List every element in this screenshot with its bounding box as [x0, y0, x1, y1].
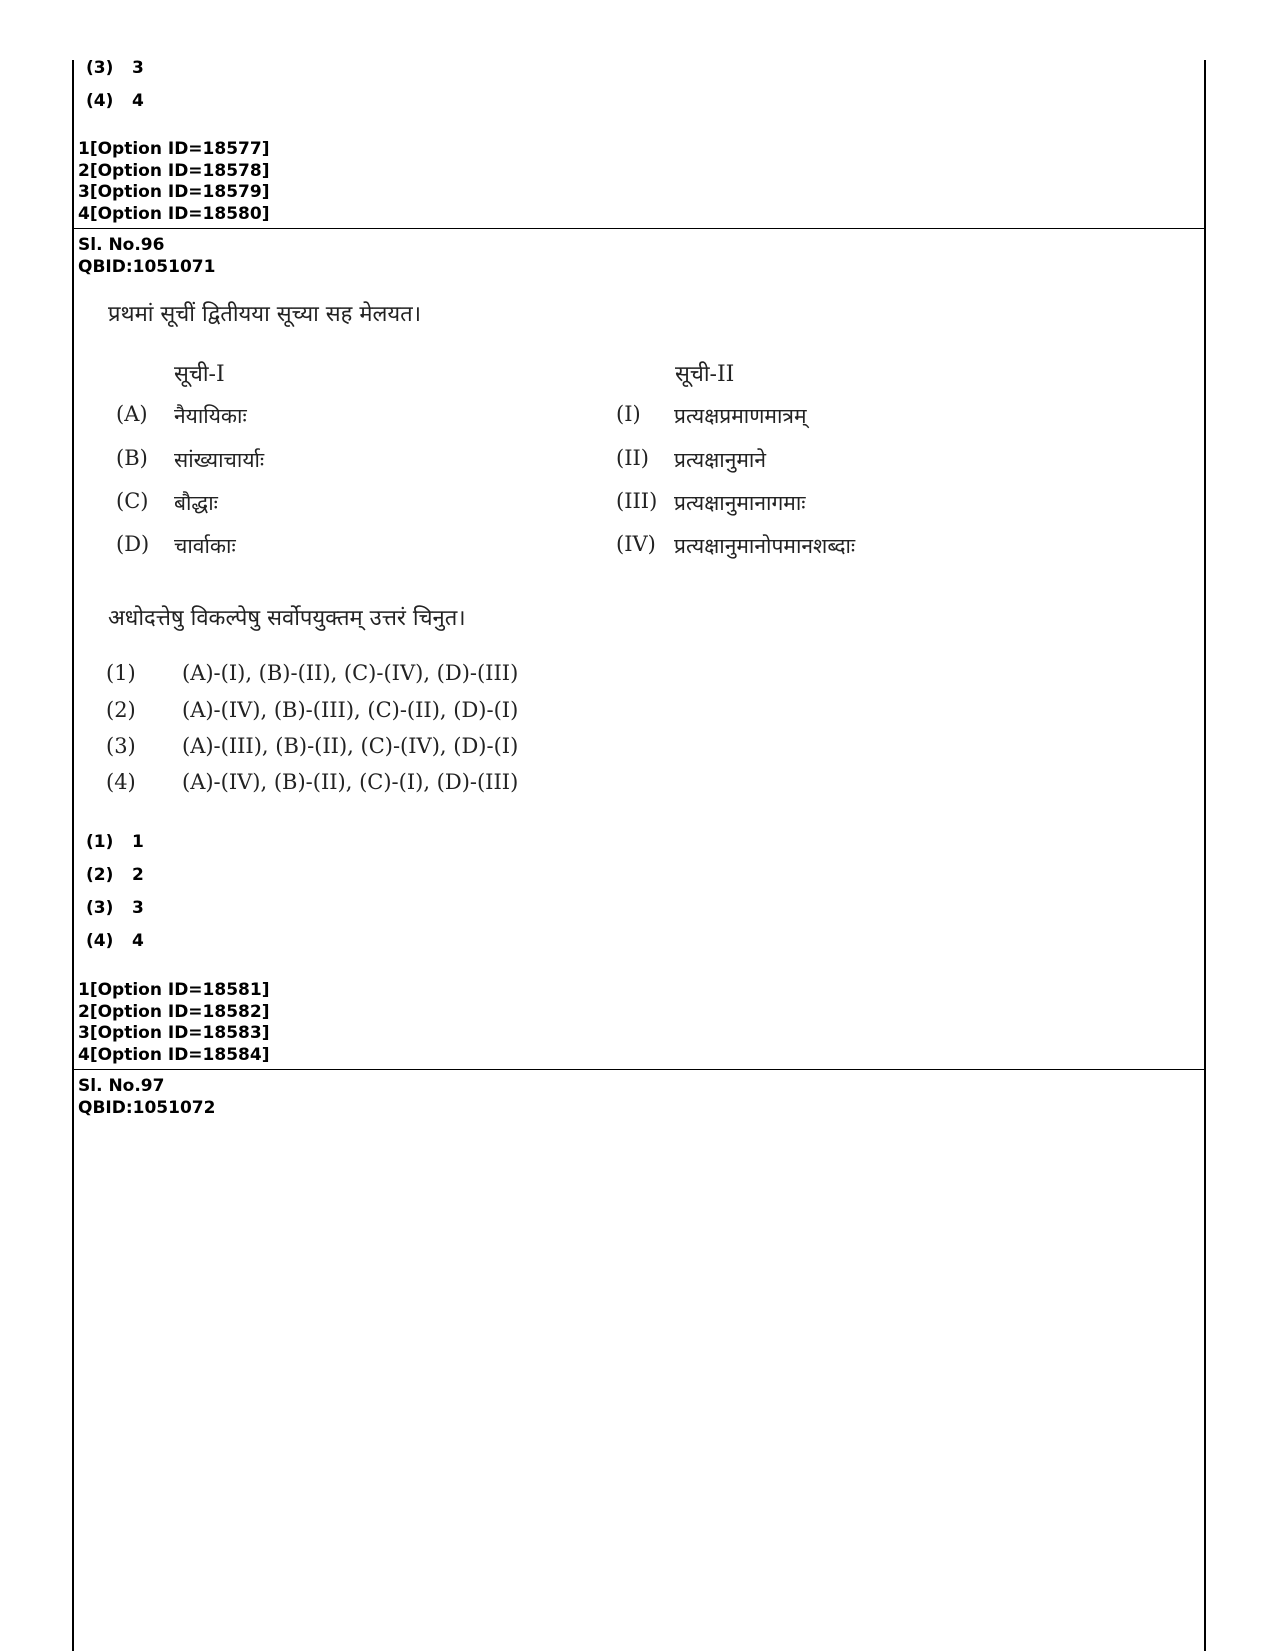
section-divider	[72, 228, 1206, 229]
option-id: 2[Option ID=18578]	[78, 160, 270, 181]
option-row: (4) 4	[86, 931, 144, 951]
option-id: 4[Option ID=18580]	[78, 203, 270, 224]
option-row: (2) 2	[86, 865, 144, 885]
option-row: (3) 3	[86, 898, 144, 918]
serial-number: Sl. No.96	[78, 235, 165, 255]
option-row: (1) 1	[86, 832, 144, 852]
list1-header: सूची-I	[174, 362, 225, 387]
option-id: 1[Option ID=18581]	[78, 980, 270, 1000]
option-id: 1[Option ID=18577]	[78, 139, 270, 159]
option-id: 2[Option ID=18582]	[78, 1001, 270, 1022]
option-id: 4[Option ID=18584]	[78, 1044, 270, 1065]
option-id-list	[78, 139, 269, 225]
choose-instruction: अधोदत्तेषु विकल्पेषु सर्वोपयुक्तम् उत्तरं चिनुत।	[108, 606, 466, 631]
qbid: QBID:1051072	[78, 1097, 216, 1118]
question-header	[78, 1076, 215, 1119]
option-id: 3[Option ID=18579]	[78, 182, 270, 202]
question-header	[78, 235, 215, 278]
option-row: (4) 4	[86, 91, 144, 111]
list2-header: सूची-II	[675, 362, 735, 387]
qbid: QBID:1051071	[78, 256, 216, 277]
option-id: 3[Option ID=18583]	[78, 1023, 270, 1043]
serial-number: Sl. No.97	[78, 1076, 165, 1096]
option-id-list	[78, 980, 269, 1066]
option-row: (3) 3	[86, 58, 144, 78]
question-instruction: प्रथमां सूचीं द्वितीयया सूच्या सह मेलयत।	[108, 302, 422, 327]
section-divider	[72, 1069, 1206, 1070]
